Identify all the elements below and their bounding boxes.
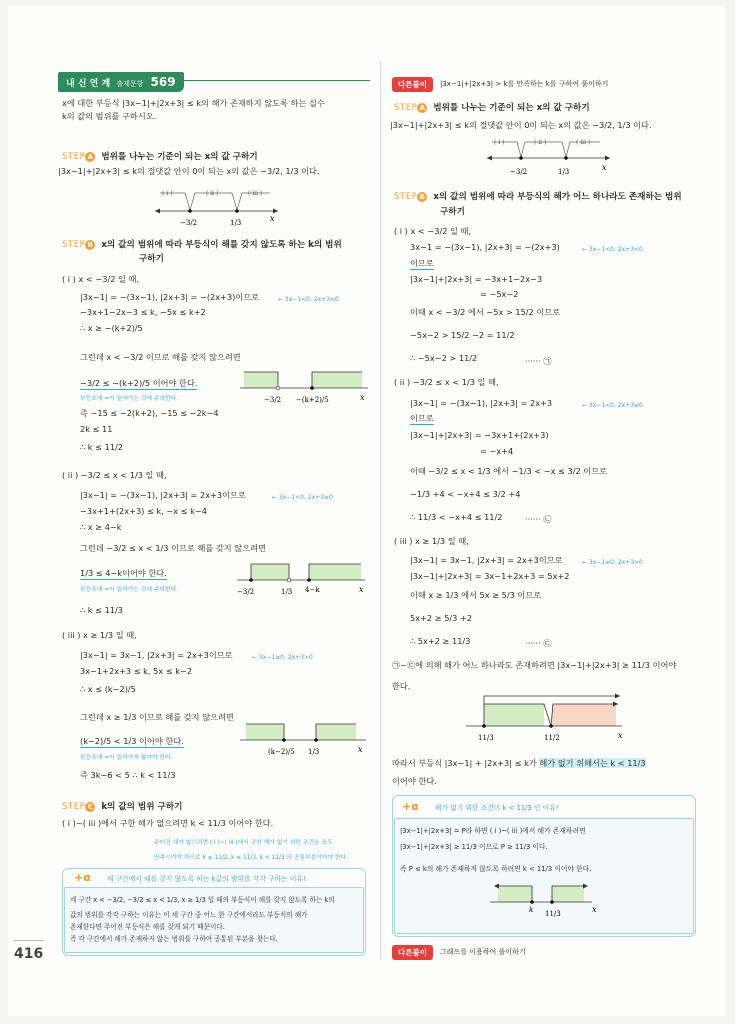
alpha-title: 세 구간에서 해를 갖지 않도록 하는 k값의 범위를 각각 구하는 이유!: [106, 875, 306, 883]
top-arrow-head: [615, 694, 620, 699]
closed-point-right: [307, 578, 311, 582]
right-step-b-heading-cont: 구하기: [440, 207, 465, 217]
right-case3-line5: ∴ 5x+2 ≥ 11/3: [410, 636, 471, 646]
label-k: k: [529, 906, 534, 914]
right-conclusion-line2: 한다.: [392, 681, 411, 691]
point-1-3: [235, 209, 239, 213]
right-case2-mark: ······ ㉡: [525, 514, 552, 524]
step-letter-icon: B: [417, 192, 427, 202]
right-case1-mark: ······ ㉠: [525, 356, 552, 366]
left-step-c-note2: 만족시켜야 하므로 k ≤ 11/2, k ≤ 11/3, k < 11/3 의 공통부분이어야 한다.: [154, 855, 348, 861]
step-letter-icon: A: [417, 103, 427, 113]
tick-label-1-3: 1/3: [558, 168, 570, 176]
left-case2-head: ( ii ) −3/2 ≤ x < 1/3 일 때,: [62, 470, 167, 480]
left-case1-note: ← 3x−1<0, 2x+3<0: [278, 296, 339, 303]
left-case1-head: ( i ) x < −3/2 일 때,: [62, 274, 140, 284]
right-alt-solution-tag-2: 다른풀이: [392, 945, 433, 960]
left-case3-head: ( iii ) x ≥ 1/3 일 때,: [62, 630, 137, 640]
right-case2-line3: |3x−1|+|2x+3| = −3x+1+(2x+3): [410, 430, 549, 440]
right-case1-head: ( i ) x < −3/2 일 때,: [394, 226, 472, 236]
green-region-right: [312, 372, 362, 388]
x-label: x: [618, 731, 623, 740]
left-alpha-line2: 값의 범위를 각각 구하는 이유는 이 세 구간 중 어느 한 구간에서라도 부등식의 해가: [70, 911, 308, 919]
label-ii: ( ii ): [534, 139, 547, 146]
right-alpha-line1: |3x−1|+|2x+3| = P라 하면 ( i )~( iii )에서 해가 존재하려면: [400, 827, 586, 835]
right-case1-line5: 이때 x < −3/2 에서 −5x > 15/2 이므로: [410, 307, 561, 317]
left-step-c-note1: 주어진 해가 없으려면 ( i )~( iii )에서 구한 해가 없기 위한 조건을 모두: [154, 840, 333, 846]
left-step-b-heading-cont: 구하기: [139, 254, 164, 264]
step-title: 범위를 나누는 기준이 되는 x의 값 구하기: [433, 103, 590, 113]
axis-arrow-left: [155, 209, 160, 214]
right-number-line-a: [482, 136, 617, 186]
point-k: [530, 900, 534, 904]
left-case2-line5: 1/3 ≤ 4−k이어야 한다.: [80, 568, 167, 578]
x-label: x: [592, 905, 597, 914]
right-step-a-text: |3x−1|+|2x+3| ≤ k의 절댓값 안이 0이 되는 x의 값은 −3/2, 1/3 이다.: [390, 120, 652, 130]
right-final-line2: 이어야 한다.: [392, 776, 437, 786]
left-step-a-text: |3x−1|+|2x+3| ≤ k의 절댓값 안이 0이 되는 x의 값은 −3/2, 1/3 이다.: [58, 166, 320, 176]
label-neg-3-2: −3/2: [237, 588, 255, 596]
label-11-3: 11/3: [545, 910, 561, 918]
label-11-2: 11/2: [544, 734, 560, 742]
right-case1-line2: 이므로: [410, 258, 434, 268]
step-label: STEP: [394, 103, 418, 113]
step-title: k의 값의 범위 구하기: [101, 802, 183, 812]
header-rule: [180, 80, 370, 81]
right-case3-mark: ······ ㉢: [525, 638, 552, 648]
alpha-title: 해가 없기 위한 조건이 k < 11/3 인 이유!: [434, 804, 559, 812]
point-11-3: [482, 724, 486, 728]
left-case2-note: ← 3x−1<0, 2x+3≥0: [272, 494, 333, 501]
step-label: STEP: [62, 802, 86, 812]
left-case3-note: ← 3x−1≥0, 2x+3>0: [252, 654, 313, 661]
x-label: x: [360, 393, 365, 402]
closed-point: [310, 386, 314, 390]
left-case2-graph: [235, 558, 370, 602]
green-region: [484, 704, 544, 726]
label-11-3: 11/3: [478, 734, 494, 742]
left-step-a-heading: [62, 150, 258, 162]
step-title: 범위를 나누는 기준이 되는 x의 값 구하기: [101, 152, 258, 162]
left-case1-line7: 2k ≤ 11: [80, 424, 113, 434]
right-alpha-heading: [402, 800, 558, 813]
right-case1-line7: ∴ −5x−2 > 11/2: [410, 353, 478, 363]
label-iii: ( iii ): [576, 139, 591, 146]
left-alpha-line1: 세 구간 x < −3/2, −3/2 ≤ x < 1/3, x ≥ 1/3 일 때의 부등식이 해를 갖지 않도록 하는 k의: [70, 896, 335, 904]
left-alpha-line4: 즉 각 구간에서 해가 존재하지 않는 범위를 구하여 공통된 부분을 찾는다.: [70, 935, 278, 943]
label-ii: ( ii ): [206, 190, 219, 197]
right-case2-head: ( ii ) −3/2 ≤ x < 1/3 일 때,: [394, 377, 499, 387]
point-neg-3-2: [519, 156, 523, 160]
label-iii: ( iii ): [248, 190, 263, 197]
problem-tag: [58, 72, 184, 92]
page-number-rule: [14, 940, 44, 941]
x-axis-label: x: [602, 163, 607, 172]
step-letter-icon: B: [85, 240, 95, 250]
right-alpha-line3: 즉 P ≤ k의 해가 존재하지 않도록 하려면 k < 11/3 이어야 한다.: [400, 865, 592, 873]
green-region-left: [246, 724, 284, 740]
left-case1-line5: −3/2 ≤ −(k+2)/5 이어야 한다.: [80, 378, 198, 388]
left-step-c-heading: [62, 800, 182, 812]
right-case2-line2: 이므로: [410, 413, 434, 423]
axis-arrow-right: [605, 156, 610, 161]
right-case2-line1: |3x−1| = −(3x−1), |2x+3| = 2x+3: [410, 398, 553, 408]
right-case3-head: ( iii ) x ≥ 1/3 일 때,: [394, 536, 469, 546]
label-i: ( i ): [494, 139, 505, 146]
right-final-line1: [392, 758, 646, 769]
green-region-middle: [251, 564, 289, 580]
label-1-3: 1/3: [281, 588, 293, 596]
right-step-a-heading: [394, 101, 590, 113]
left-case3-line4: 그런데 x ≥ 1/3 이므로 해를 갖지 않으려면: [80, 712, 234, 722]
left-step-c-text: ( i )~( iii )에서 구한 해가 없으려면 k < 11/3 이어야 한다.: [62, 818, 274, 828]
open-point: [276, 386, 280, 390]
left-case2-line2: −3x+1+(2x+3) ≤ k, −x ≤ k−4: [80, 506, 207, 516]
left-case2-line4: 그런데 −3/2 ≤ x < 1/3 이므로 해를 갖지 않으려면: [80, 543, 266, 553]
x-label: x: [359, 585, 364, 594]
right-alt-solution-text: |3x−1|+|2x+3| > k를 만족하는 k를 구하여 풀이하기: [440, 80, 609, 88]
x-axis-label: x: [270, 214, 275, 223]
plus-alpha-icon: +α: [402, 800, 419, 813]
step-label: STEP: [394, 192, 418, 202]
left-case1-line5-note: 부등호에 =이 들어가는 것에 주의한다.: [80, 396, 179, 402]
left-case1-line8: ∴ k ≤ 11/2: [80, 442, 124, 452]
right-region-graph: [462, 690, 632, 750]
right-case3-line3: 이때 x ≥ 1/3 에서 5x ≥ 5/3 이므로: [410, 590, 542, 600]
left-case1-graph: [240, 366, 370, 410]
open-point: [287, 578, 291, 582]
green-region-right: [552, 886, 584, 902]
label-i: ( i ): [162, 190, 173, 197]
left-case3-line6: 즉 3k−6 < 5 ∴ k < 11/3: [80, 770, 176, 780]
right-case3-line1: |3x−1| = 3x−1, |2x+3| = 2x+3이므로: [410, 555, 563, 565]
left-case3-line3: ∴ x ≤ (k−2)/5: [80, 684, 136, 694]
right-case1-line3: |3x−1|+|2x+3| = −3x+1−2x−3: [410, 274, 543, 284]
left-case3-line2: 3x−1+2x+3 ≤ k, 5x ≤ k−2: [80, 666, 193, 676]
closed-point-right: [314, 738, 318, 742]
left-case3-line1: |3x−1| = 3x−1, |2x+3| = 2x+3이므로: [80, 650, 233, 660]
left-case2-line5-note: 부등호에 =이 들어가는 것에 주의한다.: [80, 587, 179, 593]
right-case1-line1: 3x−1 = −(3x−1), |2x+3| = −(2x+3): [410, 242, 560, 252]
tick-label-neg-3-2: −3/2: [180, 219, 198, 227]
orange-region: [552, 704, 616, 726]
left-case1-line3: ∴ x ≥ −(k+2)/5: [80, 323, 143, 333]
step-title: x의 값의 범위에 따라 부등식의 해가 어느 하나라도 존재하는 범위: [433, 192, 682, 202]
problem-tag-label: 내 신 연 계: [66, 79, 111, 89]
final-highlight: 해가 없기 위해서는 k < 11/3: [539, 758, 646, 768]
label-neg-3-2: −3/2: [264, 396, 282, 404]
right-case3-line4: 5x+2 ≥ 5/3 +2: [410, 613, 473, 623]
step-letter-icon: A: [85, 152, 95, 162]
left-case1-line2: −3x+1−2x−3 ≤ k, −5x ≤ k+2: [80, 307, 206, 317]
left-alpha-heading: [74, 871, 306, 884]
right-case2-line5: 이때 −3/2 ≤ x < 1/3 에서 −1/3 < −x ≤ 3/2 이므로: [410, 466, 608, 476]
right-conclusion-line1: ㉠~㉢에 의해 해가 어느 하나라도 존재하려면 |3x−1|+|2x+3| ≥ 11/3 이어야: [392, 660, 677, 670]
right-alt-solution-tag: 다른풀이: [392, 77, 433, 92]
step-title: x의 값의 범위에 따라 부등식이 해를 갖지 않도록 하는 k의 범위: [101, 240, 342, 250]
right-case1-note: ← 3x−1<0, 2x+3<0: [582, 246, 643, 253]
left-arrow-head: [494, 884, 499, 889]
problem-tag-sub: 출제문항: [116, 80, 144, 88]
left-case3-line5-note: 부등호에 =이 들어가지 않아야 한다.: [80, 755, 173, 761]
label-1-3: 1/3: [308, 748, 320, 756]
left-case3-line5: (k−2)/5 < 1/3 이어야 한다.: [80, 736, 184, 746]
left-case2-line1: |3x−1| = −(3x−1), |2x+3| = 2x+3이므로: [80, 490, 246, 500]
problem-text-line1: x에 대한 부등식 |3x−1|+|2x+3| ≤ k의 해가 존재하지 않도록 하는 실수: [62, 98, 325, 108]
axis-arrow-right: [273, 209, 278, 214]
step-label: STEP: [62, 240, 86, 250]
right-arrow-head: [583, 884, 588, 889]
left-case1-line1: |3x−1| = −(3x−1), |2x+3| = −(2x+3)이므로: [80, 292, 260, 302]
final-text: 따라서 부등식 |3x−1| + |2x+3| ≤ k가: [392, 758, 540, 768]
right-case1-line4: = −5x−2: [480, 289, 519, 299]
point-1-3: [564, 156, 568, 160]
left-case1-line4: 그런데 x < −3/2 이므로 해를 갖지 않으려면: [80, 352, 241, 362]
right-case2-note: ← 3x−1<0, 2x+3≥0: [582, 402, 643, 409]
column-divider: [380, 60, 381, 960]
green-region-right: [309, 564, 361, 580]
tick-label-neg-3-2: −3/2: [510, 168, 528, 176]
point-11-2: [549, 724, 553, 728]
green-region-right: [316, 724, 356, 740]
axis-arrow-left: [487, 156, 492, 161]
right-case2-line4: = −x+4: [480, 446, 514, 456]
page-number: 416: [14, 946, 44, 962]
x-label: x: [358, 745, 363, 754]
problem-number: 569: [150, 75, 176, 89]
right-case3-line2: |3x−1|+|2x+3| = 3x−1+2x+3 = 5x+2: [410, 571, 570, 581]
label-k-plus-2: −(k+2)/5: [296, 396, 329, 404]
right-alpha-graph: [488, 880, 608, 926]
tick-label-1-3: 1/3: [230, 219, 242, 227]
step-letter-icon: C: [85, 802, 95, 812]
left-alpha-line3: 존재한다면 주어진 부등식은 해를 갖게 되기 때문이다.: [70, 923, 225, 931]
label-4-minus-k: 4−k: [305, 586, 320, 594]
green-region-left: [244, 372, 278, 388]
point-11-3: [550, 900, 554, 904]
plus-alpha-icon: +α: [74, 871, 91, 884]
left-case2-line6: ∴ k ≤ 11/3: [80, 605, 124, 615]
right-case1-line6: −5x−2 > 15/2 −2 = 11/2: [410, 330, 515, 340]
left-case2-line3: ∴ x ≥ 4−k: [80, 522, 122, 532]
closed-point-left: [282, 738, 286, 742]
right-step-b-heading: [394, 190, 682, 202]
label-k-minus-2: (k−2)/5: [268, 748, 295, 756]
green-region-left: [498, 886, 532, 902]
left-step-b-heading: [62, 238, 342, 250]
problem-text-line2: k의 값의 범위를 구하시오.: [62, 111, 157, 121]
step-label: STEP: [62, 152, 86, 162]
closed-point-left: [249, 578, 253, 582]
right-case3-note: ← 3x−1≥0, 2x+3>0: [582, 559, 643, 566]
point-neg-3-2: [188, 209, 192, 213]
right-case2-line7: ∴ 11/3 < −x+4 ≤ 11/2: [410, 512, 503, 522]
left-number-line-a: [150, 183, 285, 233]
left-case1-line6: 즉 −15 ≤ −2(k+2), −15 ≤ −2k−4: [80, 408, 219, 418]
right-alt-solution-text-2: 그래프를 이용하여 풀이하기: [440, 948, 526, 956]
left-case3-graph: [240, 718, 370, 764]
right-case2-line6: −1/3 +4 < −x+4 ≤ 3/2 +4: [410, 489, 521, 499]
right-alpha-line2: |3x−1|+|2x+3| ≥ 11/3 이므로 P ≥ 11/3 이다.: [400, 843, 548, 851]
